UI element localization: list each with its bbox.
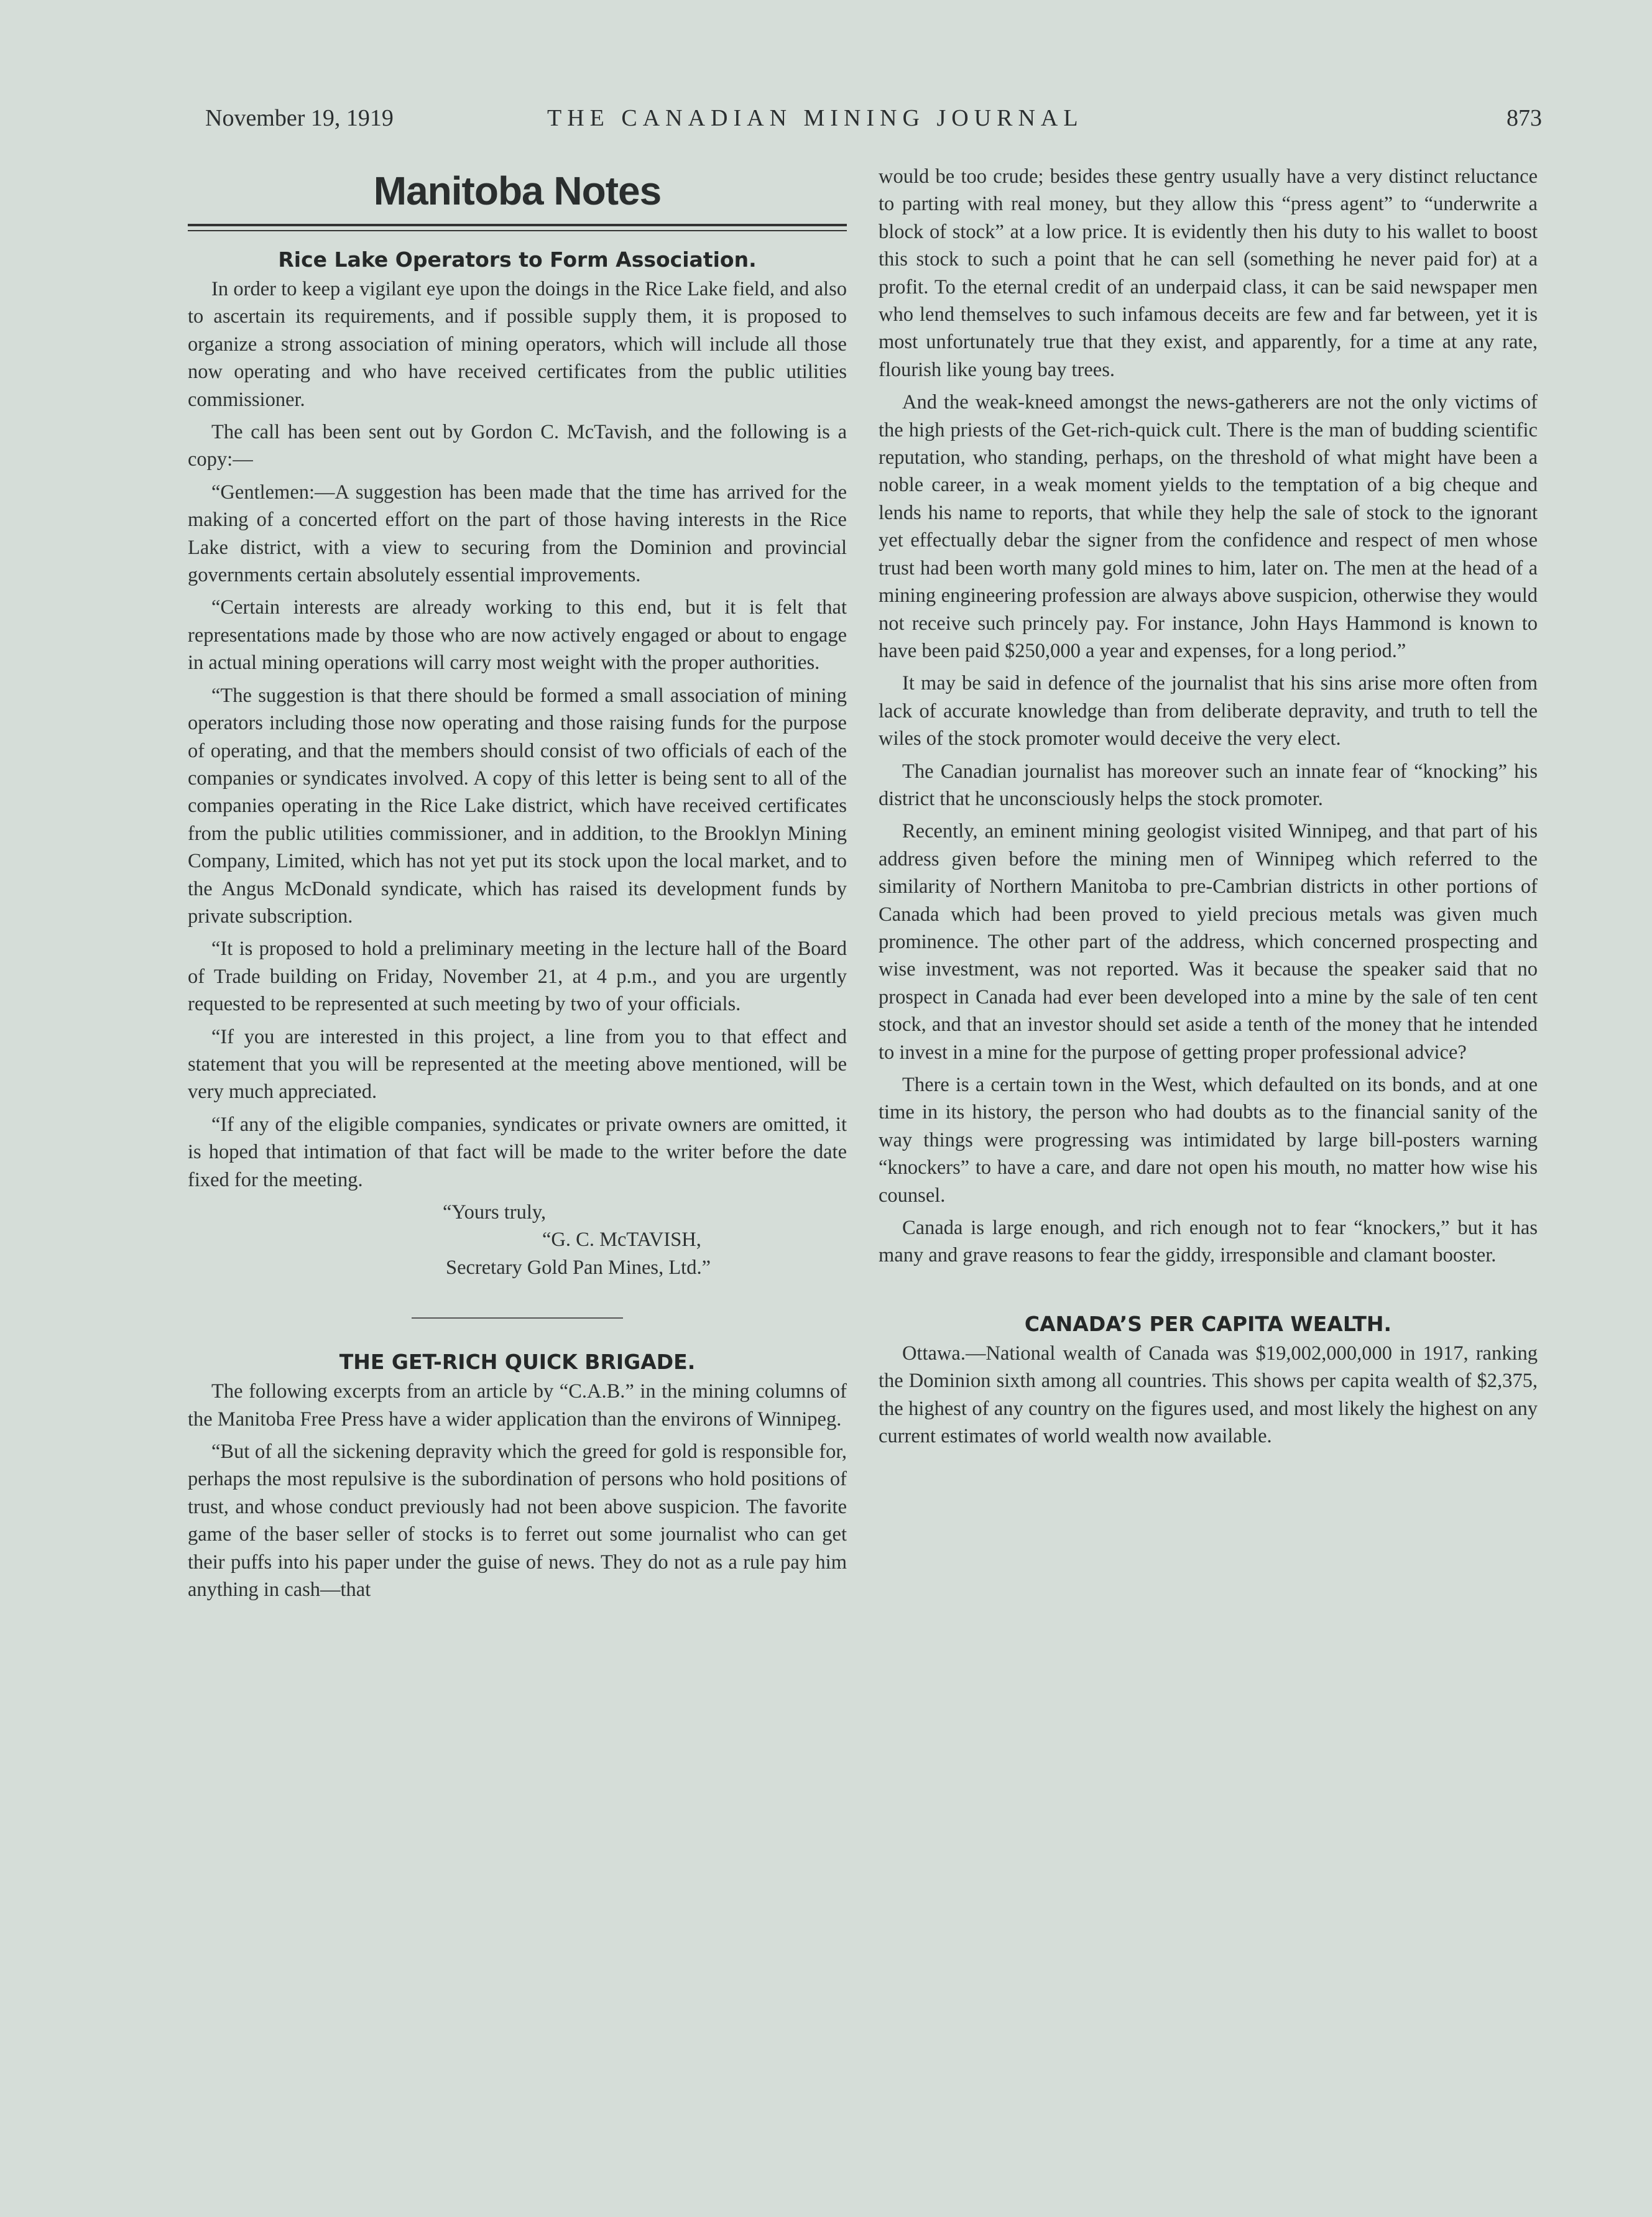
article-paragraph: “If any of the eligible companies, syndicates or private owners are omitted, it is hoped that intimation of that fact will be made to the writer before the date fixed for the meeting. [188, 1113, 847, 1191]
signature-closing: “Yours truly, [443, 1201, 547, 1224]
article-paragraph: The Canadian journalist has moreover such an innate fear of “knocking” his district that he unconsciously helps the stock promoter. [879, 760, 1538, 810]
header-journal-title: THE CANADIAN MINING JOURNAL [547, 105, 1084, 131]
article-paragraph: “Certain interests are already working to this end, but it is felt that representations made by those who are now actively engaged or about to engage in actual mining operations will carry most weight with the proper authorities. [188, 596, 847, 675]
article-paragraph: “Gentlemen:—A suggestion has been made that the time has arrived for the making of a concerted effort on the part of those having interests in the Rice Lake district, with a view to securing from the Dominion and provincial governments certain absolutely essential improvements. [188, 481, 847, 587]
article-paragraph: There is a certain town in the West, which defaulted on its bonds, and at one time in its history, the person who had doubts as to the financial sanity of the way things were progressing was intimidated by large bill-posters warning “knockers” to have a care, and dare not open his mouth, no matter how wise his counsel. [879, 1074, 1538, 1207]
section-divider [412, 1317, 623, 1319]
article-paragraph: Ottawa.—National wealth of Canada was $19,002,000,000 in 1917, ranking the Dominion sixth among all countries. This shows per capita wealth of $2,375, the highest of any country on the figures used, and most likely the highest on any current estimates of world wealth now available. [879, 1342, 1538, 1448]
article-paragraph: “But of all the sickening depravity which the greed for gold is responsible for, perhaps the most repulsive is the subordination of persons who hold positions of trust, and whose conduct previously had not been above suspicion. The favorite game of the baser seller of stocks is to ferret out some journalist who can get their puffs into his paper under the guise of news. They do not as a rule pay him anything in cash—that [188, 1440, 847, 1602]
header-date: November 19, 1919 [205, 105, 394, 131]
article-rice-lake-title: Rice Lake Operators to Form Association. [278, 247, 757, 272]
article-paragraph: The call has been sent out by Gordon C. McTavish, and the following is a copy:— [188, 421, 847, 471]
right-column [879, 163, 1538, 1455]
article-paragraph: “It is proposed to hold a preliminary meeting in the lecture hall of the Board of Trade building on Friday, November 21, at 4 p.m., and you are urgently requested to be represented at such meeting by two of your officials. [188, 938, 847, 1016]
article-paragraph: The following excerpts from an article by “C.A.B.” in the mining columns of the Manitoba Free Press have a wider application than the environs of Winnipeg. [188, 1380, 847, 1431]
article-paragraph: And the weak-kneed amongst the news-gatherers are not the only victims of the high priests of the Get-rich-quick cult. There is the man of budding scientific reputation, who standing, perhaps, on the threshold of what might have been a noble career, in a weak moment yields to the temptation of a big cheque and lends his name to reports, that while they help the sale of stock to the ignorant yet effectually debar the signer from the confidence and respect of men whose trust had been worth many gold mines to him, later on. The men at the head of a mining engineering profession are always above suspicion, otherwise they would not receive such princely pay. For instance, John Hays Hammond is known to have been paid $250,000 a year and expenses, for a long period.” [879, 391, 1538, 662]
article-paragraph-continued: would be too crude; besides these gentry usually have a very distinct reluctance to parting with real money, but they allow this “press agent” to “underwrite a block of stock” at a low price. It is evidently then his duty to his wallet to boost this stock to such a point that he can sell (something he never paid for) at a profit. To the eternal credit of an underpaid class, it can be said newspaper men who lend themselves to such infamous deceits are few and far between, yet it is most unfortunately true that they exist, and apparently, for a time at any rate, flourish like young bay trees. [879, 165, 1538, 381]
article-paragraph: It may be said in defence of the journalist that his sins arise more often from lack of accurate knowledge than from deliberate depravity, and truth to tell the wiles of the stock promoter would deceive the very elect. [879, 672, 1538, 750]
header-page-number: 873 [1507, 105, 1542, 131]
spacer [879, 1274, 1538, 1312]
article-get-rich-title: THE GET-RICH QUICK BRIGADE. [339, 1350, 696, 1375]
article-paragraph: In order to keep a vigilant eye upon the doings in the Rice Lake field, and also to ascertain its requirements, and if possible supply them, it is proposed to organize a strong association of mining operators, which will include all those now operating and who have received certificates from the public utilities commissioner. [188, 278, 847, 411]
article-paragraph: “The suggestion is that there should be formed a small association of mining operators including those now operating and those raising funds for the purpose of operating, and that the members should consist of two officials of each of the companies or syndicates involved. A copy of this letter is being sent to all of the companies operating in the Rice Lake district, which have received certificates from the public utilities commissioner, and in addition, to the Brooklyn Mining Company, Limited, which has not yet put its stock upon the local market, and to the Angus McDonald syndicate, which has raised its development funds by private subscription. [188, 684, 847, 928]
article-paragraph: Canada is large enough, and rich enough not to fear “knockers,” but it has many and grave reasons to fear the giddy, irresponsible and clamant booster. [879, 1217, 1538, 1267]
article-paragraph: “If you are interested in this project, a line from you to that effect and statement that you will be represented at the meeting above mentioned, will be very much appreciated. [188, 1025, 847, 1104]
section-title: Manitoba Notes [373, 168, 662, 213]
left-column [188, 163, 847, 1608]
page-header [205, 104, 1542, 142]
article-per-capita-title: CANADA’S PER CAPITA WEALTH. [1024, 1311, 1392, 1336]
signature-title: Secretary Gold Pan Mines, Ltd.” [446, 1256, 711, 1279]
signature-name: “G. C. McTAVISH, [542, 1228, 701, 1251]
article-paragraph: Recently, an eminent mining geologist visited Winnipeg, and that part of his address given before the mining men of Winnipeg which referred to the similarity of Northern Manitoba to pre-Cambrian districts in other portions of Canada which had been proved to yield precious metals was given much prominence. The other part of the address, which concerned prospecting and wise investment, was not reported. Was it because the speaker said that no prospect in Canada had ever been developed into a mine by the sale of ten cent stock, and that an investor should set aside a tenth of the money that he intended to invest in a mine for the purpose of getting proper professional advice? [879, 820, 1538, 1064]
title-double-rule [188, 224, 847, 231]
